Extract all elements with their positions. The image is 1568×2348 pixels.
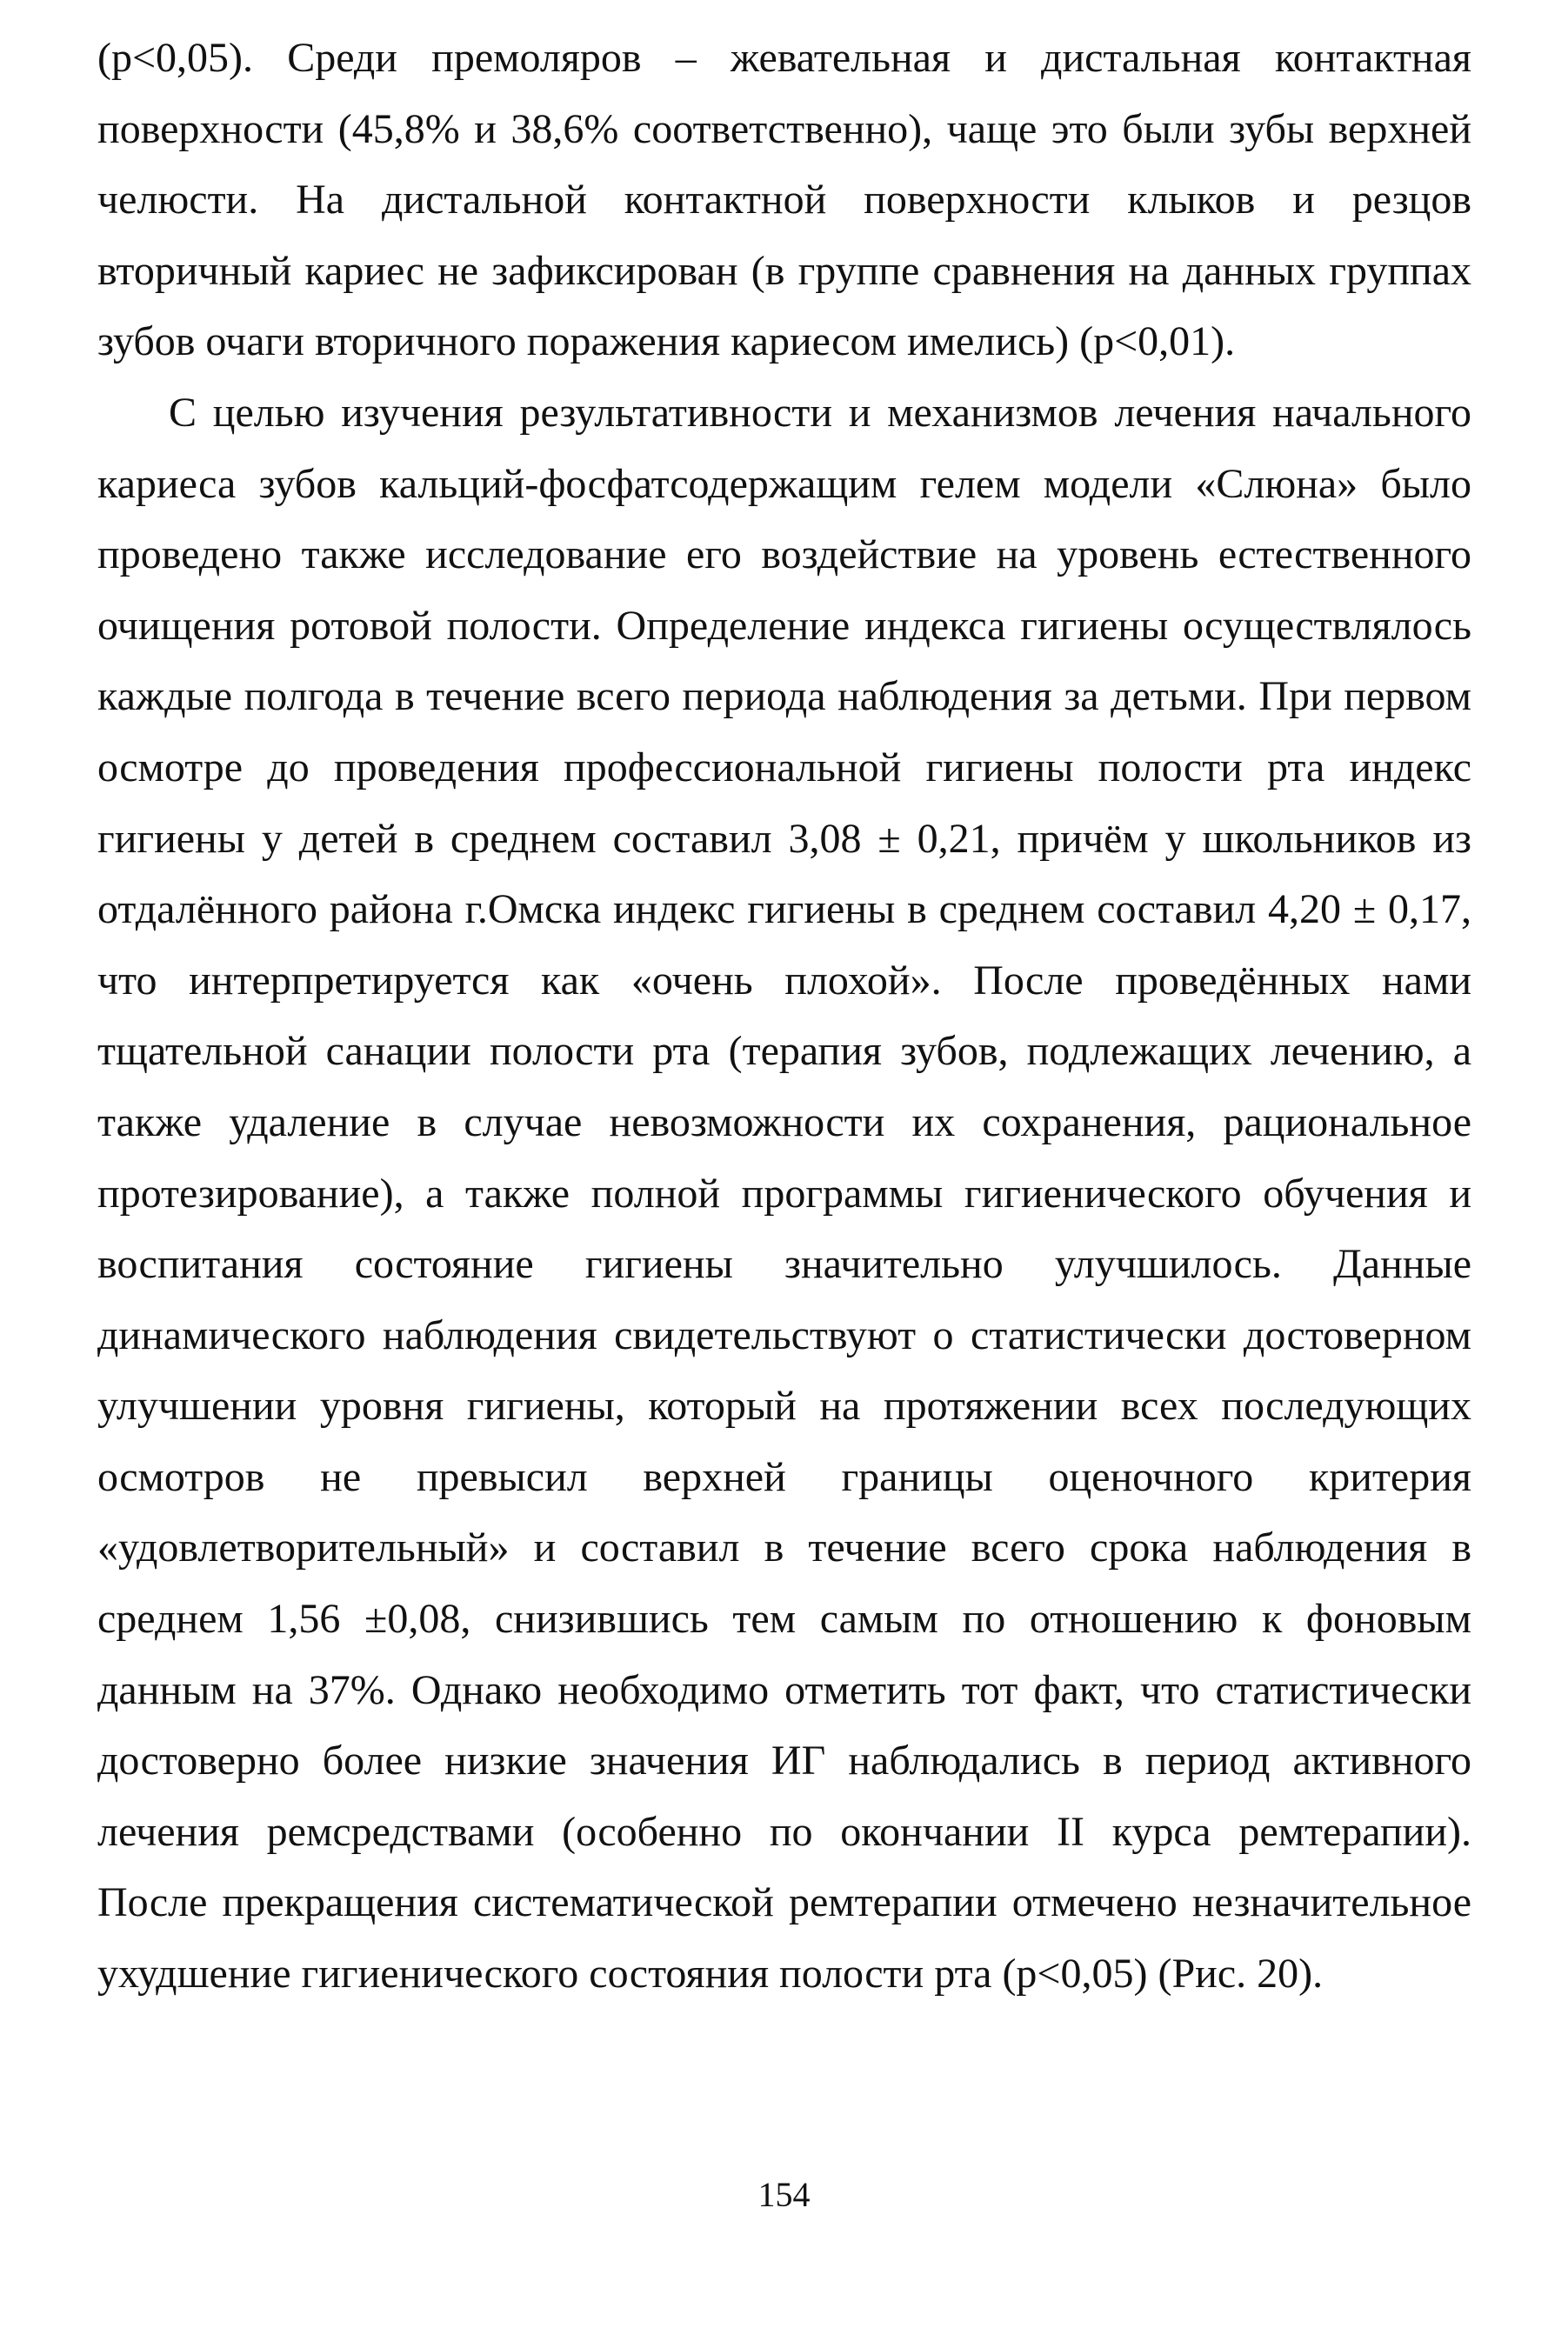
paragraph-1: (p<0,05). Среди премоляров – жевательная и дистальная контактная поверхности (45,8% и 38,6% соответственно), чаще это были зубы верхней челюсти. На дистальной контактной поверхности клыков и резцов вторичный кариес не зафиксирован (в группе сравнения на данных группах зубов очаги вторичного поражения кариесом имелись) (p<0,01). xyxy=(97,35,1471,365)
body-text xyxy=(97,23,1471,2010)
paragraph-2: С целью изучения результативности и механизмов лечения начального кариеса зубов кальций-фосфатсодержащим гелем модели «Слюна» было проведено также исследование его воздействие на уровень естественного очищения ротовой полости. Определение индекса гигиены осуществлялось каждые полгода в течение всего периода наблюдения за детьми. При первом осмотре до проведения профессиональной гигиены полости рта индекс гигиены у детей в среднем составил 3,08 ± 0,21, причём у школьников из отдалённого района г.Омска индекс гигиены в среднем составил 4,20 ± 0,17, что интерпретируется как «очень плохой». После проведённых нами тщательной санации полости рта (терапия зубов, подлежащих лечению, а также удаление в случае невозможности их сохранения, рациональное протезирование), а также полной программы гигиенического обучения и воспитания состояние гигиены значительно улучшилось. Данные динамического наблюдения свидетельствуют о статистически достоверном улучшении уровня гигиены, который на протяжении всех последующих осмотров не превысил верхней границы оценочного критерия «удовлетворительный» и составил в течение всего срока наблюдения в среднем 1,56 ±0,08, снизившись тем самым по отношению к фоновым данным на 37%. Однако необходимо отметить тот факт, что статистически достоверно более низкие значения ИГ наблюдались в период активного лечения ремсредствами (особенно по окончании II курса ремтерапии). После прекращения систематической ремтерапии отмечено незначительное ухудшение гигиенического состояния полости рта (p<0,05) (Рис. 20). xyxy=(97,389,1471,1998)
page-number: 154 xyxy=(757,2175,811,2214)
